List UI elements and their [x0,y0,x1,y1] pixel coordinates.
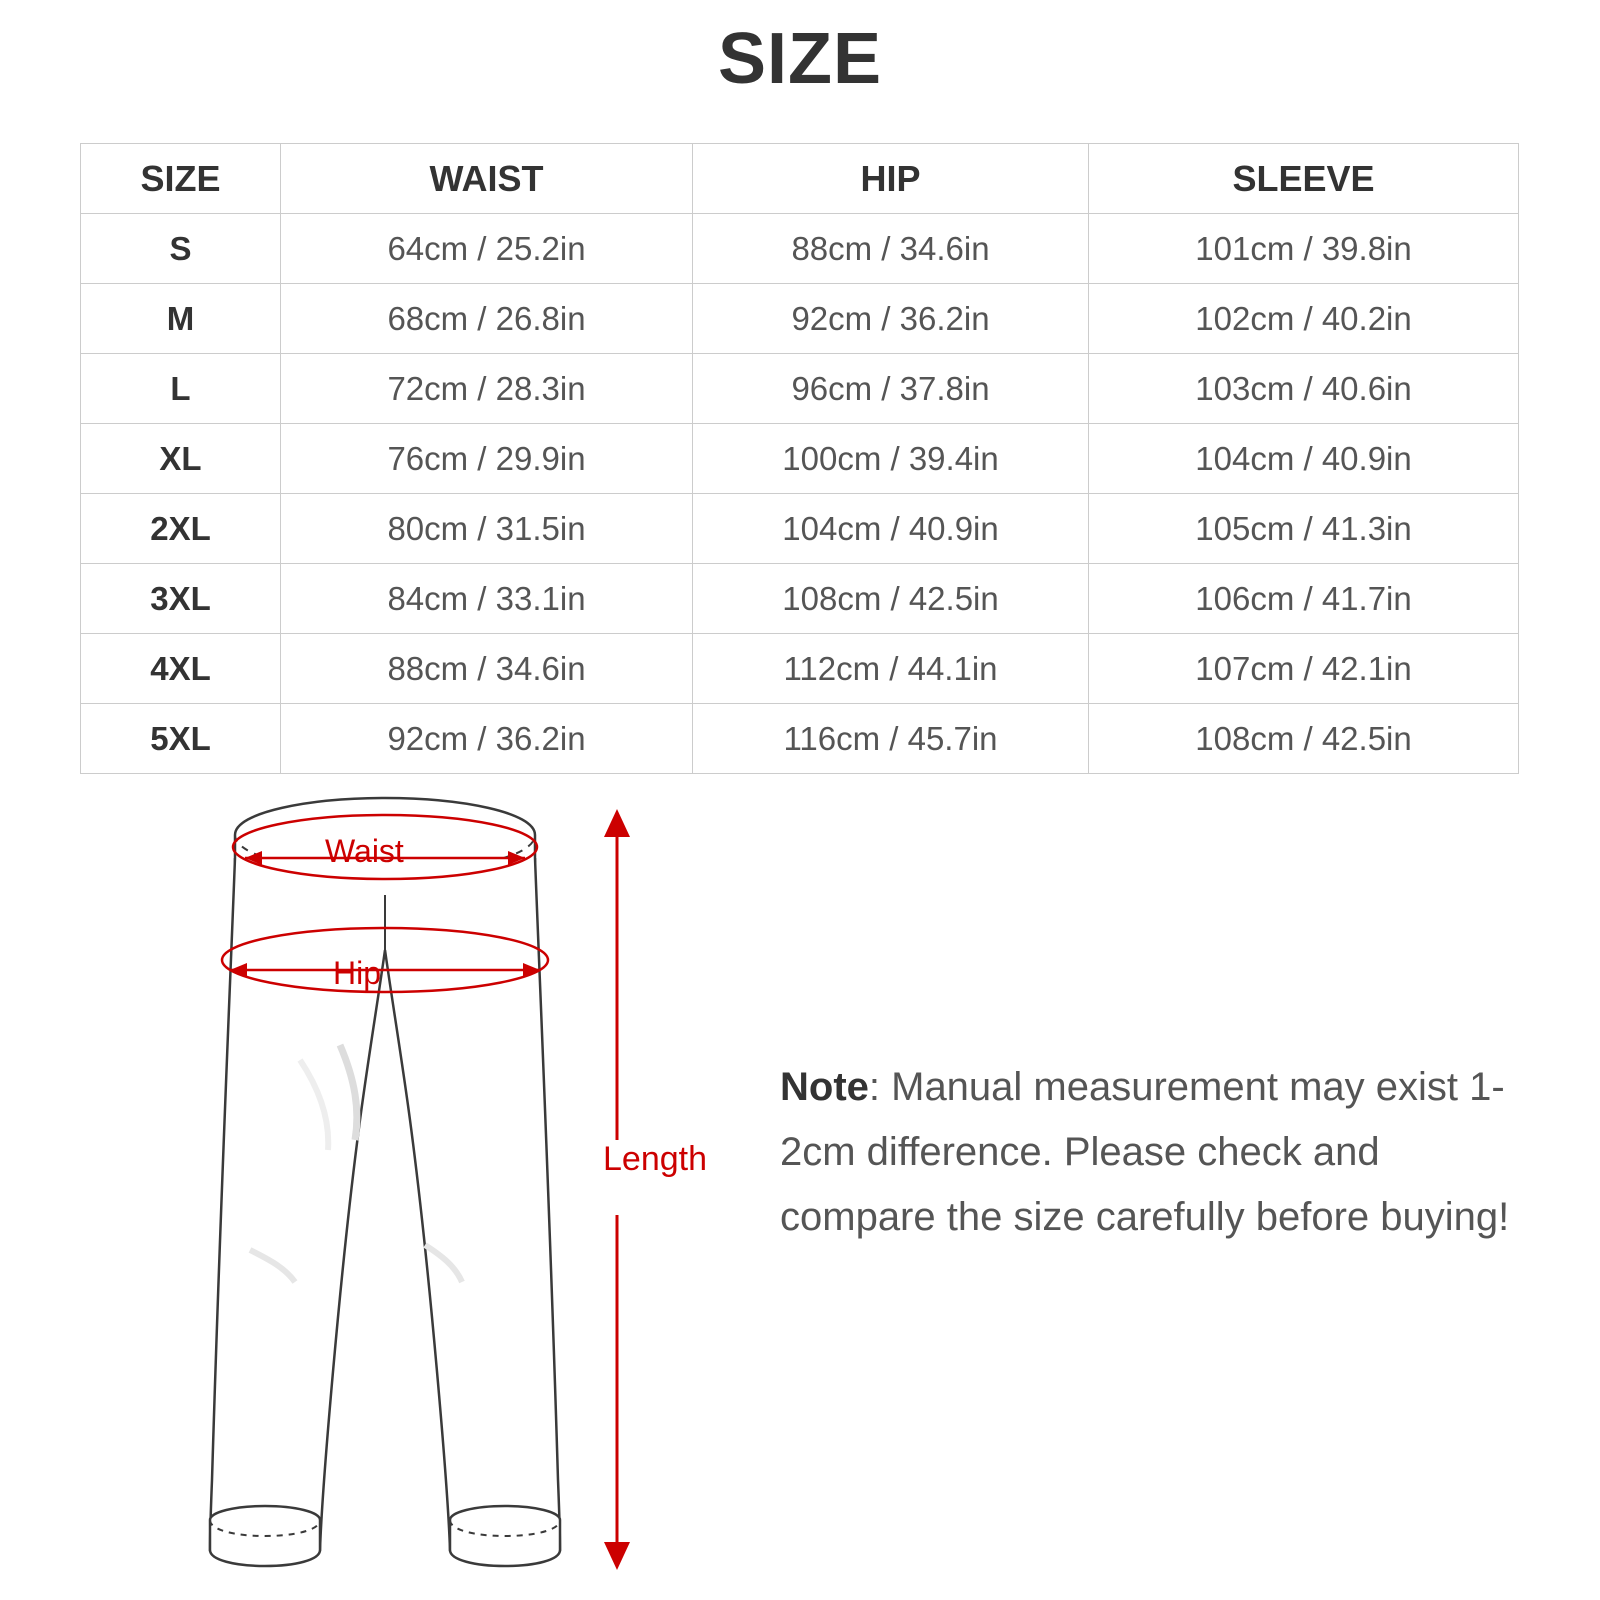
cell-hip: 100cm / 39.4in [693,424,1089,494]
page-title: SIZE [717,19,883,99]
column-header-size: SIZE [81,144,281,214]
note-prefix: Note [780,1065,869,1109]
pants-body-shape [210,858,560,1550]
cell-hip: 92cm / 36.2in [693,284,1089,354]
cell-size: 3XL [81,564,281,634]
cell-hip: 108cm / 42.5in [693,564,1089,634]
length-arrow-svg [560,795,790,1585]
cell-waist: 76cm / 29.9in [281,424,693,494]
length-label: Length [603,1140,707,1178]
column-header-sleeve: SLEEVE [1089,144,1519,214]
cell-size: 5XL [81,704,281,774]
cell-size: 2XL [81,494,281,564]
length-arrow-bottom [604,1542,630,1570]
cell-size: XL [81,424,281,494]
table-row [81,564,1519,634]
cell-sleeve: 108cm / 42.5in [1089,704,1519,774]
column-header-waist: WAIST [281,144,693,214]
cell-sleeve: 104cm / 40.9in [1089,424,1519,494]
cell-hip: 88cm / 34.6in [693,214,1089,284]
cell-sleeve: 103cm / 40.6in [1089,354,1519,424]
note-body: : Manual measurement may exist 1-2cm difference. Please check and compare the size carefully before buying! [780,1065,1510,1239]
cell-sleeve: 107cm / 42.1in [1089,634,1519,704]
cell-sleeve: 105cm / 41.3in [1089,494,1519,564]
note-text [780,1055,1510,1249]
cell-size: S [81,214,281,284]
cell-size: L [81,354,281,424]
cell-size: M [81,284,281,354]
cell-hip: 104cm / 40.9in [693,494,1089,564]
cell-waist: 64cm / 25.2in [281,214,693,284]
cell-sleeve: 101cm / 39.8in [1089,214,1519,284]
table-row [81,354,1519,424]
cell-waist: 68cm / 26.8in [281,284,693,354]
cell-waist: 88cm / 34.6in [281,634,693,704]
hip-label: Hip [333,955,382,991]
size-table [80,143,1519,774]
waist-label: Waist [325,833,404,869]
cell-hip: 116cm / 45.7in [693,704,1089,774]
cell-waist: 92cm / 36.2in [281,704,693,774]
cell-waist: 84cm / 33.1in [281,564,693,634]
cell-waist: 80cm / 31.5in [281,494,693,564]
cell-sleeve: 106cm / 41.7in [1089,564,1519,634]
table-row [81,494,1519,564]
length-arrow-top [604,809,630,837]
cell-sleeve: 102cm / 40.2in [1089,284,1519,354]
table-row [81,214,1519,284]
cell-size: 4XL [81,634,281,704]
table-row [81,634,1519,704]
cell-hip: 112cm / 44.1in [693,634,1089,704]
table-row [81,424,1519,494]
table-row [81,284,1519,354]
table-header-row [81,144,1519,214]
table-row [81,704,1519,774]
cell-waist: 72cm / 28.3in [281,354,693,424]
length-arrow [560,795,790,1585]
column-header-hip: HIP [693,144,1089,214]
cell-hip: 96cm / 37.8in [693,354,1089,424]
